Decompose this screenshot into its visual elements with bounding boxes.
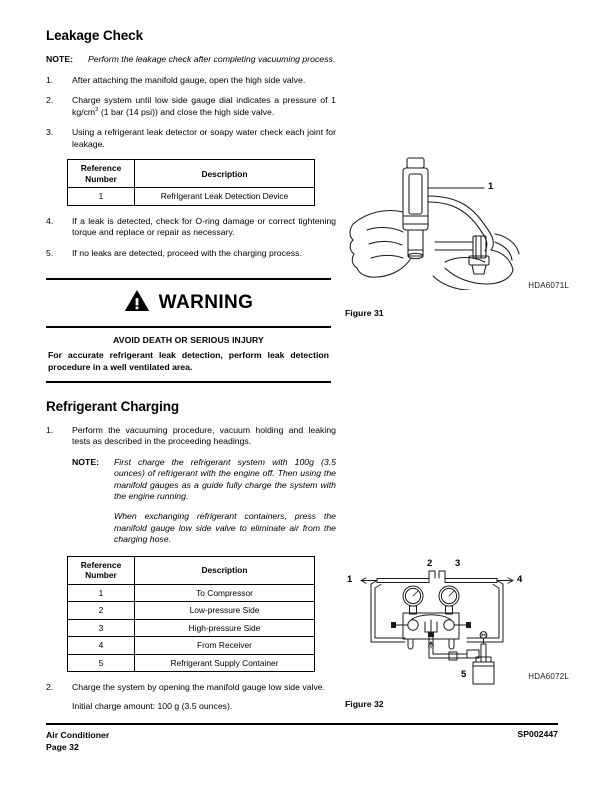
header-line-2: Number bbox=[85, 570, 117, 581]
figure-31-callout-1: 1 bbox=[488, 181, 494, 192]
table-header-row bbox=[68, 160, 315, 188]
column-header-description: Description bbox=[135, 556, 315, 584]
warning-header bbox=[46, 287, 331, 320]
header-line-2: Number bbox=[85, 173, 117, 184]
cell-reference-number: 1 bbox=[68, 188, 135, 206]
note-label: NOTE: bbox=[46, 54, 74, 64]
footer-divider bbox=[46, 723, 558, 725]
cell-description: High-pressure Side bbox=[135, 619, 315, 637]
cell-reference-number: 3 bbox=[68, 619, 135, 637]
main-content-column bbox=[46, 28, 336, 721]
charging-section-title: Refrigerant Charging bbox=[46, 398, 180, 414]
warning-body-text: For accurate refrigerant leak detection, perform leak detection procedure in a well ventilated area. bbox=[48, 349, 329, 372]
table-row bbox=[68, 188, 315, 206]
page-title: Leakage Check bbox=[46, 28, 144, 43]
note-text bbox=[88, 54, 336, 66]
cell-description: Low-pressure Side bbox=[135, 602, 315, 620]
step-text bbox=[72, 95, 336, 118]
step-text: Using a refrigerant leak detector or soapy water check each joint for leakage. bbox=[72, 127, 336, 149]
warning-triangle-icon bbox=[124, 289, 150, 317]
table-header-row bbox=[68, 556, 315, 584]
step-number: 1. bbox=[46, 74, 54, 85]
cell-reference-number: 4 bbox=[68, 637, 135, 655]
page-footer bbox=[46, 723, 558, 754]
figure-32-callout-3: 3 bbox=[455, 558, 461, 569]
figure-32-callout-2: 2 bbox=[427, 558, 433, 569]
cell-reference-number: 2 bbox=[68, 602, 135, 620]
step-number: 1. bbox=[46, 424, 54, 435]
table-row bbox=[68, 602, 315, 620]
leakage-step-4 bbox=[46, 216, 336, 239]
leakage-step-3 bbox=[46, 127, 336, 150]
note-paragraph-1: First charge the refrigerant system with 100g (3.5 ounces) of refrigerant with the engine off. Then using the manifold gauges as a guide fully charge the system with the engine running. bbox=[114, 456, 336, 502]
step-text: Perform the vacuuming procedure, vacuum holding and leaking tests as described in the proceeding headings. bbox=[72, 424, 336, 447]
step-paragraph: Charge the system by opening the manifold gauge low side valve. bbox=[72, 682, 326, 693]
step-text-pre: Charge system until low side gauge dial indicates a pressure of 1 kg/cm bbox=[72, 95, 336, 117]
cell-description: To Compressor bbox=[135, 584, 315, 602]
table-row bbox=[68, 637, 315, 655]
footer-left-block bbox=[46, 729, 109, 754]
figure-32-callout-5: 5 bbox=[461, 669, 467, 680]
note-paragraph: Perform the leakage check after completing vacuuming process. bbox=[88, 54, 336, 64]
charging-note bbox=[72, 457, 336, 546]
footer-row bbox=[46, 729, 558, 754]
cell-reference-number: 5 bbox=[68, 654, 135, 672]
column-header-reference-number bbox=[68, 556, 135, 584]
table-row bbox=[68, 584, 315, 602]
leakage-step-1 bbox=[46, 75, 336, 87]
figure-32-callout-1: 1 bbox=[347, 574, 353, 585]
charging-step-2 bbox=[46, 682, 336, 712]
charging-step-1 bbox=[46, 425, 336, 448]
warning-subtitle: AVOID DEATH OR SERIOUS INJURY bbox=[113, 334, 264, 345]
step-number: 5. bbox=[46, 248, 54, 258]
leakage-reference-table bbox=[67, 159, 315, 206]
footer-document-id: SP002447 bbox=[517, 729, 558, 739]
leakage-step-2 bbox=[46, 95, 336, 118]
manifold-gauge-diagram bbox=[345, 558, 569, 691]
warning-rule-bottom bbox=[46, 381, 331, 383]
figure-32-block bbox=[345, 558, 569, 709]
table-row bbox=[68, 654, 315, 672]
step-text bbox=[72, 682, 336, 712]
leak-detector-illustration bbox=[345, 150, 569, 295]
step-number: 2. bbox=[46, 95, 54, 106]
superscript-square: 2 bbox=[95, 106, 99, 113]
figure-32-code: HDA6072L bbox=[528, 672, 569, 681]
step-text: After attaching the manifold gauge, open the high side valve. bbox=[72, 74, 306, 85]
figure-31-block bbox=[345, 150, 569, 318]
header-line-1: Reference bbox=[80, 163, 122, 174]
figure-31-caption: Figure 31 bbox=[345, 308, 384, 318]
step-text: If a leak is detected, check for O-ring damage or correct tightening torque and replace or repair as necessary. bbox=[72, 215, 336, 238]
step-number: 2. bbox=[46, 682, 54, 693]
cell-reference-number: 1 bbox=[68, 584, 135, 602]
note-paragraph-2: When exchanging refrigerant containers, press the manifold gauge low side valve to eliminate air from the charging hose. bbox=[114, 510, 336, 545]
column-header-description: Description bbox=[135, 160, 315, 188]
cell-description: From Receiver bbox=[135, 637, 315, 655]
warning-rule-middle bbox=[46, 326, 331, 328]
footer-page-number: Page 32 bbox=[46, 742, 79, 753]
warning-rule-top bbox=[46, 278, 331, 280]
figure-32-caption: Figure 32 bbox=[345, 699, 384, 709]
step-text: If no leaks are detected, proceed with the charging process. bbox=[72, 248, 302, 258]
leakage-note bbox=[46, 54, 336, 66]
warning-box bbox=[46, 278, 331, 383]
charging-closing-text: Initial charge amount: 100 g (3.5 ounces). bbox=[72, 700, 233, 711]
note-label: NOTE: bbox=[72, 456, 100, 467]
charging-reference-table bbox=[67, 556, 315, 673]
cell-description: Refrigerant Leak Detection Device bbox=[135, 188, 315, 206]
table-row bbox=[68, 619, 315, 637]
cell-description: Refrigerant Supply Container bbox=[135, 654, 315, 672]
footer-document-title: Air Conditioner bbox=[46, 730, 110, 740]
charging-note-row bbox=[72, 457, 336, 546]
figure-32-callout-4: 4 bbox=[517, 574, 523, 585]
header-line-1: Reference bbox=[80, 559, 122, 570]
warning-title: WARNING bbox=[158, 292, 254, 314]
leakage-step-5 bbox=[46, 248, 336, 260]
figure-31-code: HDA6071L bbox=[528, 281, 569, 290]
note-text bbox=[114, 457, 336, 546]
column-header-reference-number bbox=[68, 160, 135, 188]
step-number: 4. bbox=[46, 215, 54, 226]
step-text-post: (1 bar (14 psi)) and close the high side valve. bbox=[98, 106, 275, 117]
step-number: 3. bbox=[46, 127, 54, 138]
